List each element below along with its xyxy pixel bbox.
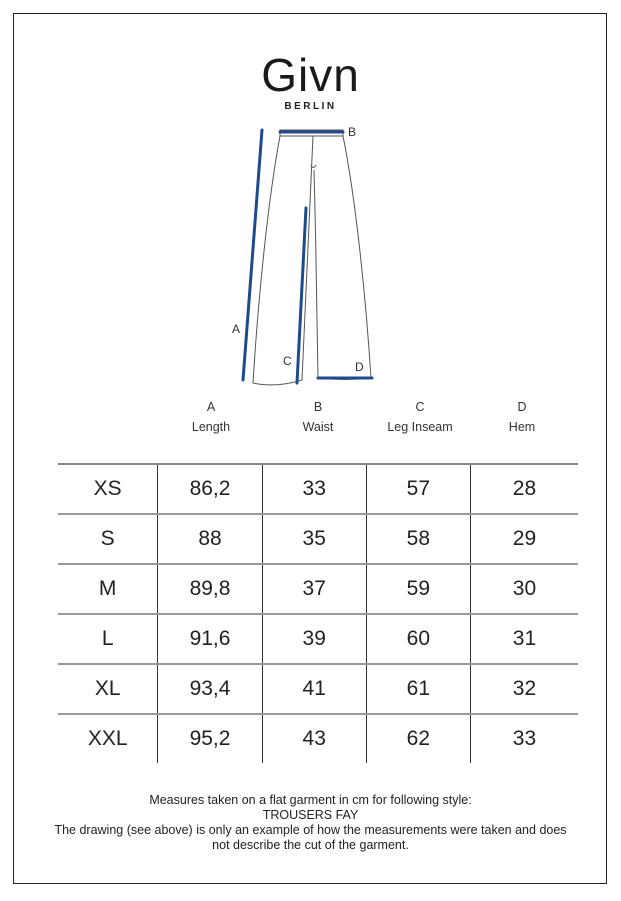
size-cell: M (58, 564, 158, 614)
value-cell: 58 (366, 514, 470, 564)
size-cell: L (58, 614, 158, 664)
column-name: Length (191, 420, 231, 434)
size-cell: XL (58, 664, 158, 714)
note-line: not describe the cut of the garment. (212, 838, 409, 852)
value-cell: 88 (158, 514, 262, 564)
table-row (58, 514, 578, 564)
value-cell: 61 (366, 664, 470, 714)
label-c: C (283, 354, 292, 368)
measurement-notes (20, 793, 601, 853)
brand-logo: Givn (261, 49, 360, 101)
value-cell: 30 (470, 564, 578, 614)
table-row (58, 664, 578, 714)
trousers-outline (253, 130, 371, 385)
value-cell: 95,2 (158, 714, 262, 763)
column-name: Leg Inseam (387, 420, 453, 434)
inseam-line (297, 208, 306, 383)
column-head-leg-inseam (370, 397, 470, 437)
note-line: The drawing (see above) is only an example of how the measurements were taken and does (54, 823, 567, 837)
column-head-hem (482, 397, 562, 437)
table-row (58, 714, 578, 763)
column-name: Hem (508, 420, 536, 434)
column-head-waist (278, 397, 358, 437)
label-a: A (232, 322, 241, 336)
value-cell: 33 (470, 714, 578, 763)
size-cell: S (58, 514, 158, 564)
value-cell: 93,4 (158, 664, 262, 714)
column-name: Waist (302, 420, 334, 434)
column-letter: C (415, 400, 425, 414)
value-cell: 43 (262, 714, 366, 763)
column-head-length (171, 397, 251, 437)
label-b: B (348, 125, 357, 139)
note-line: Measures taken on a flat garment in cm for following style: (149, 793, 472, 807)
value-cell: 86,2 (158, 464, 262, 514)
value-cell: 35 (262, 514, 366, 564)
label-d: D (355, 360, 364, 374)
size-cell: XS (58, 464, 158, 514)
value-cell: 57 (366, 464, 470, 514)
size-table (58, 463, 578, 763)
column-letter: B (313, 400, 323, 414)
table-row (58, 614, 578, 664)
value-cell: 62 (366, 714, 470, 763)
value-cell: 28 (470, 464, 578, 514)
value-cell: 29 (470, 514, 578, 564)
value-cell: 41 (262, 664, 366, 714)
size-cell: XXL (58, 714, 158, 763)
brand-city: BERLIN (284, 101, 337, 112)
value-cell: 33 (262, 464, 366, 514)
value-cell: 39 (262, 614, 366, 664)
value-cell: 60 (366, 614, 470, 664)
column-letter: D (517, 400, 527, 414)
table-row (58, 564, 578, 614)
value-cell: 91,6 (158, 614, 262, 664)
column-letter: A (206, 400, 216, 414)
value-cell: 32 (470, 664, 578, 714)
value-cell: 37 (262, 564, 366, 614)
length-line (243, 130, 262, 380)
value-cell: 31 (470, 614, 578, 664)
style-name: TROUSERS FAY (262, 808, 359, 822)
value-cell: 59 (366, 564, 470, 614)
value-cell: 89,8 (158, 564, 262, 614)
table-row (58, 464, 578, 514)
